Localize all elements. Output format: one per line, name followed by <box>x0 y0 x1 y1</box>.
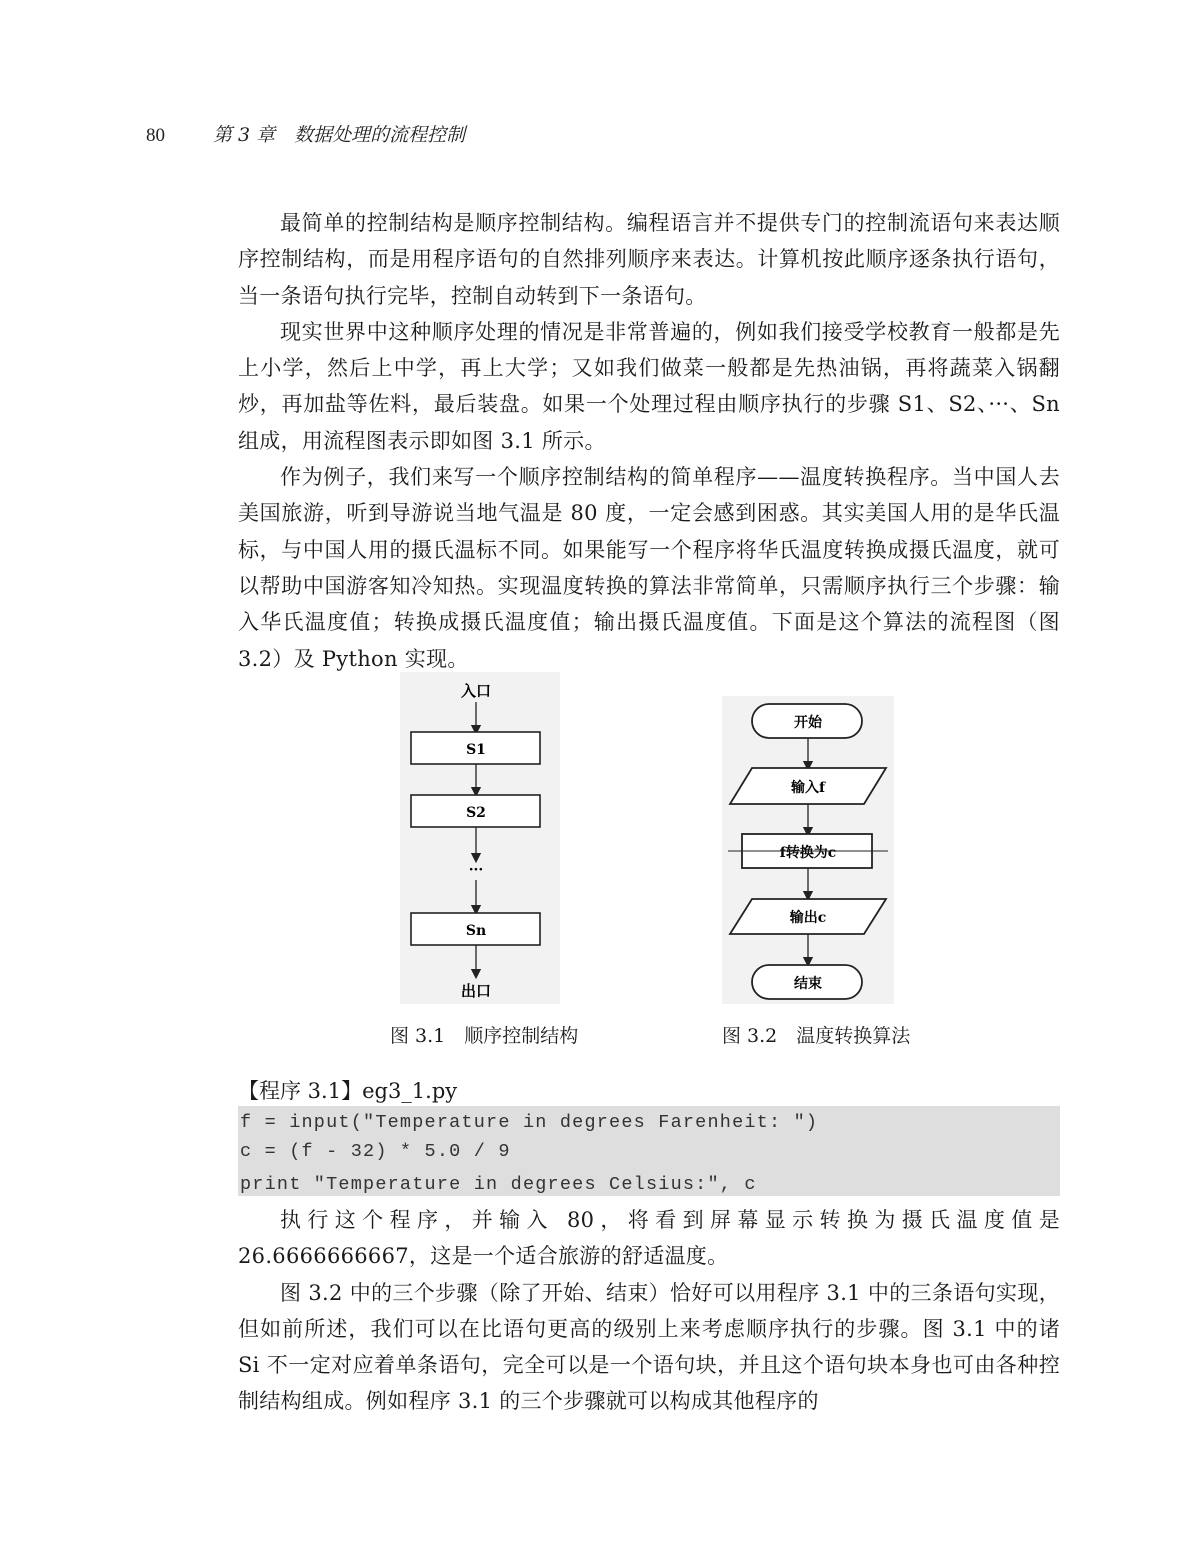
code-line: f = input("Temperature in degrees Farenheit: ") <box>240 1112 819 1133</box>
figure-background <box>400 672 560 1004</box>
page-number: 80 <box>146 125 165 146</box>
paragraph: 执行这个程序，并输入 80，将看到屏幕显示转换为摄氏温度值是 26.6666666667，这是一个适合旅游的舒适温度。 <box>238 1208 1060 1269</box>
body-text-top <box>238 205 1060 677</box>
entry-label: 入口 <box>460 682 492 700</box>
step-label-s2: S2 <box>466 805 486 821</box>
paragraph: 最简单的控制结构是顺序控制结构。编程语言并不提供专门的控制流语句来表达顺序控制结构，而是用程序语句的自然排列顺序来表达。计算机按此顺序逐条执行语句，当一条语句执行完毕，控制自动转到下一条语句。 <box>238 211 1060 308</box>
step-label-s1: S1 <box>466 742 486 758</box>
exit-label: 出口 <box>460 982 492 1000</box>
body-text-bottom <box>238 1202 1060 1420</box>
figure-3-2-temperature-flowchart <box>722 696 894 1004</box>
input-label: 输入f <box>790 780 826 796</box>
page-header <box>146 120 465 147</box>
code-block <box>238 1106 1060 1196</box>
code-line: print "Temperature in degrees Celsius:", c <box>240 1174 757 1195</box>
step-label-sn: Sn <box>465 923 487 939</box>
code-line: c = (f - 32) * 5.0 / 9 <box>240 1141 511 1162</box>
chapter-title: 第 3 章 数据处理的流程控制 <box>213 124 466 146</box>
output-label: 输出c <box>789 910 827 926</box>
paragraph: 图 3.2 中的三个步骤（除了开始、结束）恰好可以用程序 3.1 中的三条语句实现，但如前所述，我们可以在比语句更高的级别上来考虑顺序执行的步骤。图 3.1 中的诸 Si 不一定对应着单条语句，完全可以是一个语句块，并且这个语句块本身也可由各种控制结构组成。例如程序 3.1 的三个步骤就可以构成其他程序的 <box>238 1280 1060 1414</box>
paragraph: 现实世界中这种顺序处理的情况是非常普遍的，例如我们接受学校教育一般都是先上小学，然后上中学，再上大学；又如我们做菜一般都是先热油锅，再将蔬菜入锅翻炒，再加盐等佐料，最后装盘。如果一个处理过程由顺序执行的步骤 S1、S2、···、Sn 组成，用流程图表示即如图 3.1 所示。 <box>238 319 1060 453</box>
end-label: 结束 <box>794 976 822 992</box>
ellipsis-label: ··· <box>468 862 484 878</box>
figure-3-2-caption: 图 3.2 温度转换算法 <box>722 1025 911 1047</box>
paragraph: 作为例子，我们来写一个顺序控制结构的简单程序——温度转换程序。当中国人去美国旅游，听到导游说当地气温是 80 度，一定会感到困惑。其实美国人用的是华氏温标，与中国人用的摄氏温标不同。如果能写一个程序将华氏温度转换成摄氏温度，就可以帮助中国游客知冷知热。实现温度转换的算法非常简单，只需顺序执行三个步骤：输入华氏温度值；转换成摄氏温度值；输出摄氏温度值。下面是这个算法的流程图（图 3.2）及 Python 实现。 <box>238 465 1060 671</box>
program-title: 【程序 3.1】eg3_1.py <box>238 1079 458 1103</box>
figure-3-1-caption: 图 3.1 顺序控制结构 <box>390 1025 579 1047</box>
figure-3-1-sequence-flowchart <box>400 672 560 1004</box>
convert-label: f转换为c <box>779 845 837 861</box>
start-label: 开始 <box>794 715 822 731</box>
